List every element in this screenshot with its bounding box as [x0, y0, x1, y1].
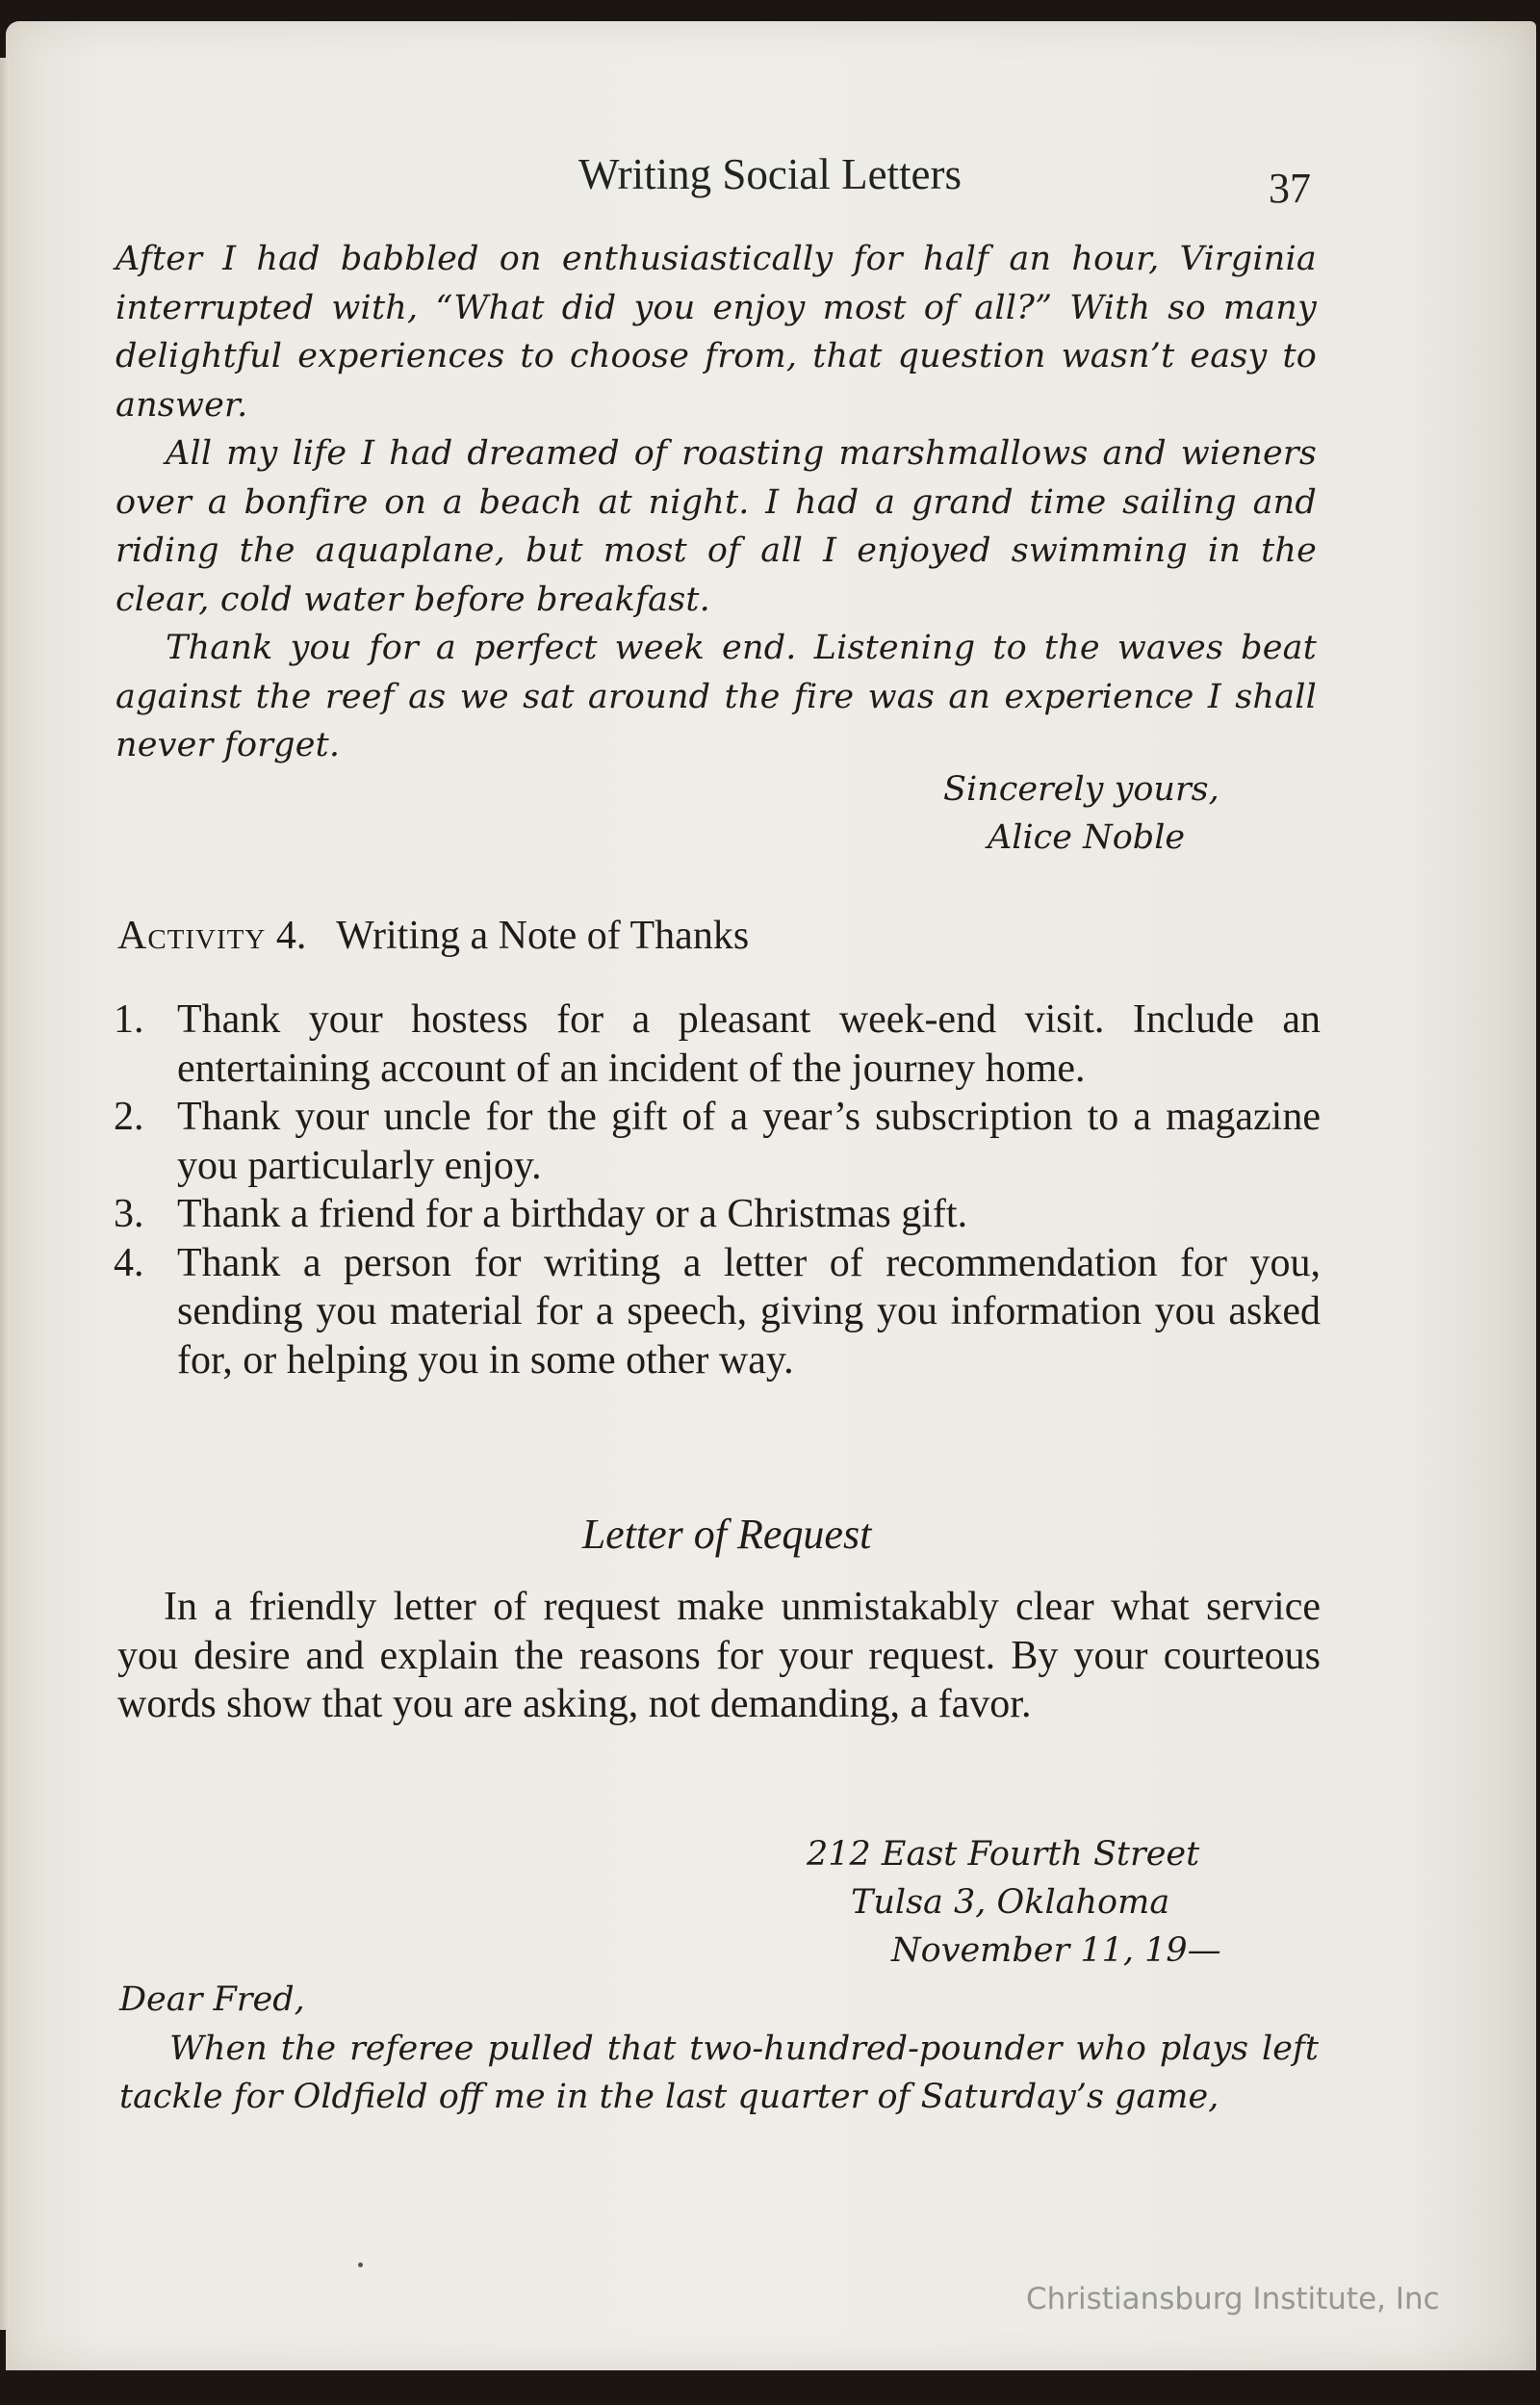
letter-two-body — [119, 1976, 1319, 2122]
page-number: 37 — [1269, 165, 1311, 212]
activity-label: Activity — [117, 914, 267, 958]
list-item-text: Thank your hostess for a pleasant week-end visit. Include an entertaining account of an incident of the journey home. — [177, 997, 1321, 1091]
activity-number: 4. — [275, 914, 307, 958]
list-item-text: Thank a friend for a birthday or a Christmas gift. — [177, 1192, 968, 1236]
list-item — [114, 1190, 1321, 1239]
letter-two-salutation: Dear Fred, — [119, 1980, 305, 2019]
letter-one-signature: Alice Noble — [988, 818, 1186, 857]
list-item-number: 2. — [114, 1095, 144, 1139]
list-item — [114, 1239, 1321, 1385]
list-item — [114, 1093, 1321, 1190]
address-street: 212 East Fourth Street — [807, 1835, 1200, 1874]
letter-one-paragraph: All my life I had dreamed of roasting marshmallows and wieners over a bonfire on a beach at night. I had a grand time sailing and riding the aquaplane, but most of all I enjoyed swimming in the clear, cold water before breakfast. — [116, 434, 1317, 619]
letter-two-paragraph: When the referee pulled that two-hundred-pounder who plays left tackle for Oldfield off me in the last quarter of Saturday’s game, — [119, 2029, 1319, 2116]
list-item-text: Thank your uncle for the gift of a year’s subscription to a magazine you particularly enjoy. — [177, 1095, 1321, 1188]
list-item-text: Thank a person for writing a letter of recommendation for you, sending you material for a speech, giving you information you asked for, or helping you in some other way. — [177, 1240, 1321, 1383]
activity-task-list — [114, 996, 1321, 1384]
list-item — [114, 996, 1321, 1093]
section-title: Letter of Request — [581, 1511, 872, 1558]
ink-speck — [358, 2263, 363, 2267]
letter-date: November 11, 19— — [891, 1931, 1221, 1970]
list-item-number: 3. — [114, 1192, 144, 1236]
activity-title: Writing a Note of Thanks — [336, 914, 750, 958]
letter-one-body — [116, 235, 1317, 770]
page-edge — [0, 58, 10, 2330]
list-item-number: 4. — [114, 1240, 144, 1285]
letter-one-closing: Sincerely yours, — [943, 770, 1219, 809]
activity-heading — [117, 913, 749, 959]
running-head: Writing Social Letters — [578, 150, 962, 198]
list-item-number: 1. — [114, 997, 144, 1042]
letter-one-paragraph: Thank you for a perfect week end. Listening to the waves beat against the reef as we sat around the fire was an experience I shall never forget. — [116, 629, 1317, 764]
letter-one-paragraph: After I had babbled on enthusiastically for half an hour, Virginia interrupted with, “What did you enjoy most of all?” With so many delightful experiences to choose from, that question wasn’t easy to answer. — [116, 240, 1317, 425]
watermark-text: Christiansburg Institute, Inc — [1026, 2282, 1440, 2316]
section-paragraph: In a friendly letter of request make unmistakably clear what service you desire and explain the reasons for your request. By your courteous words show that you are asking, not demanding, a favor. — [117, 1585, 1321, 1726]
address-city: Tulsa 3, Oklahoma — [851, 1883, 1170, 1922]
